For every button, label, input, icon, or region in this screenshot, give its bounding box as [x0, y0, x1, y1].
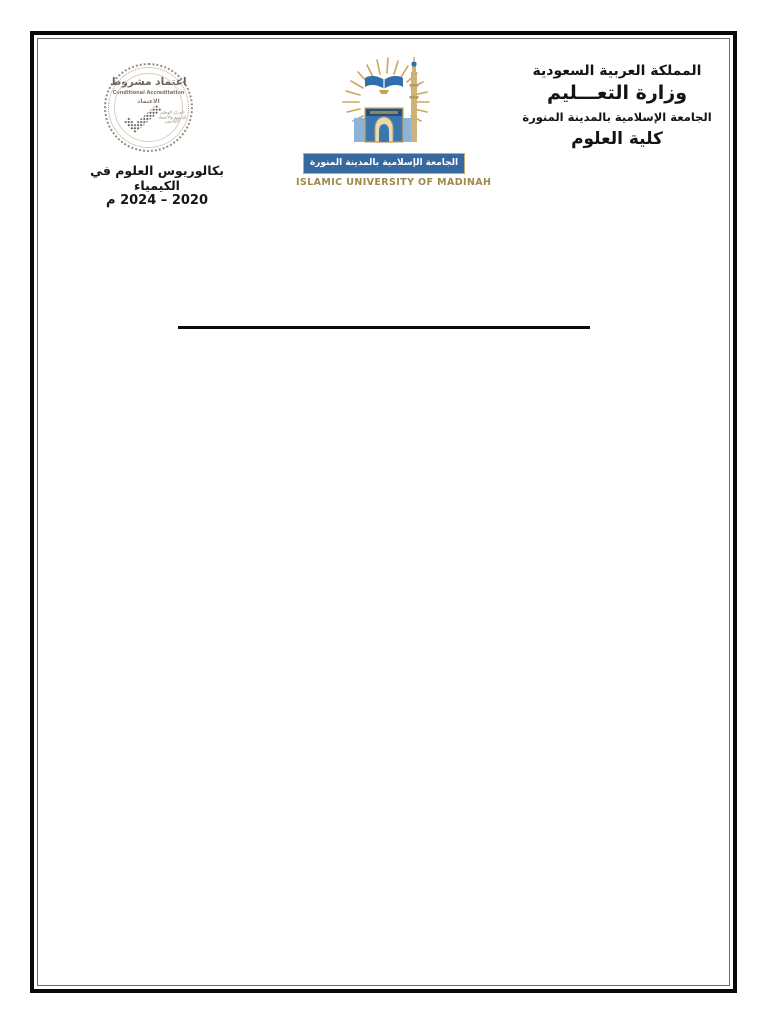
seal-title-arabic: اعتماد مشروط — [110, 76, 187, 88]
accreditation-seal — [104, 63, 193, 152]
degree-title: بكالوريوس العلوم في الكيمياء — [90, 163, 224, 193]
halftone-checkmark-icon — [121, 105, 163, 135]
letterhead-country: المملكة العربية السعودية — [532, 63, 702, 79]
university-logo — [296, 56, 492, 188]
degree-years: 2020 – 2024 م — [106, 193, 208, 208]
letterhead-university: الجامعة الإسلامية بالمدينة المنورة — [522, 109, 712, 124]
seal-agency-text — [158, 111, 186, 125]
letterhead-college: كلية العلوم — [571, 128, 663, 149]
seal-agency-line: للتقويم والاعتماد — [158, 114, 186, 120]
section-divider — [178, 326, 590, 329]
logo-banner-arabic: الجامعة الإسلامية بالمدينة المنورة — [303, 153, 465, 174]
seal-agency-line: المركز الوطني — [159, 110, 185, 116]
seal-agency-line: الأكاديمي — [164, 119, 180, 125]
ministry-letterhead — [522, 62, 712, 150]
seal-title-english: Conditional Accreditation — [112, 90, 185, 96]
letterhead-ministry: وزارة التعـــليم — [546, 82, 688, 105]
logo-name-english: ISLAMIC UNIVERSITY OF MADINAH — [296, 177, 492, 188]
mosque-logo-icon — [296, 56, 472, 146]
seal-overlay-word: الاعتماد — [137, 98, 160, 105]
